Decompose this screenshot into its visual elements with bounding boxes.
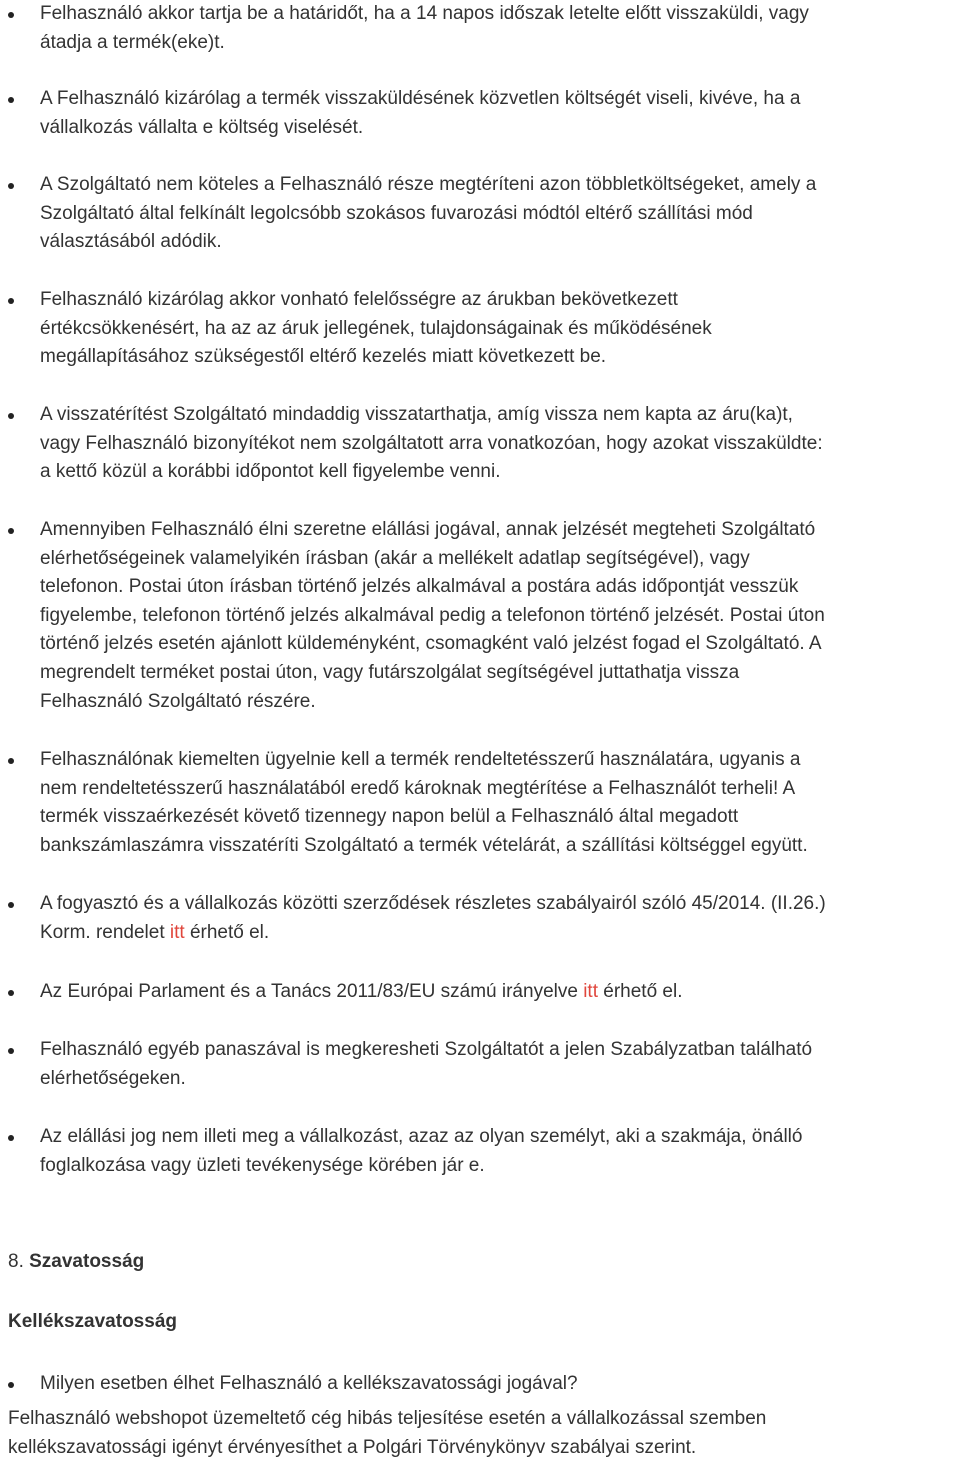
list-item [40,286,960,372]
list-item-line: Felhasználó akkor tartja be a határidőt, ha a 14 napos időszak letelte előtt visszaküldi, vagy [40,3,809,24]
decree-link[interactable]: itt [169,921,185,943]
list-item-question [40,1370,960,1399]
list-item-line: megállapításához szükségestől eltérő kezelés miatt következett be. [40,346,607,368]
list-item-line: Az elállási jog nem illeti meg a vállalkozást, azaz az olyan személyt, aki a szakmája, önálló [40,1126,803,1147]
list-item-line [40,919,960,948]
list-item-line: a kettő közül a korábbi időpontot kell figyelembe venni. [40,461,501,483]
list-item-line: elérhetőségeinek valamelyikén írásban (akár a mellékelt adatlap segítségével), vagy [40,547,750,569]
list-item-line: foglalkozása vagy üzleti tevékenysége körében jár e. [40,1154,485,1176]
bullet-icon [8,1382,14,1388]
list-item [40,516,960,716]
list-item-line: Felhasználó kizárólag akkor vonható felelősségre az árukban bekövetkezett [40,289,678,310]
bullet-icon [8,528,14,534]
directive-text-after: érhető el. [597,981,683,1002]
list-item-line: megrendelt terméket postai úton, vagy futárszolgálat segítségével juttathatja vissza [40,661,740,683]
list-item-line: választásából adódik. [40,231,222,253]
list-item-line: termék visszaérkezését követő tizennegy napon belül a Felhasználó által megadott [40,806,739,828]
decree-text-after: érhető el. [184,921,270,943]
list-item-line: vállalkozás vállalta e költség viselését. [40,116,364,138]
bullet-icon [8,97,14,103]
paragraph-line: Felhasználó webshopot üzemeltető cég hibás teljesítése esetén a vállalkozással szemben [8,1408,767,1429]
bullet-icon [8,12,14,18]
bullet-icon [8,183,14,189]
list-item-line: A Felhasználó kizárólag a termék visszaküldésének közvetlen költségét viseli, kivéve, ha a [40,88,801,109]
directive-text-before: Az Európai Parlament és a Tanács 2011/83/EU számú irányelve [40,981,584,1002]
bullet-icon [8,413,14,419]
list-item-line: Felhasználónak kiemelten ügyelnie kell a termék rendeltetésszerű használatára, ugyanis a [40,749,801,770]
list-item-line: bankszámlaszámra visszatéríti Szolgáltató a termék vételárát, a szállítási költséggel együtt. [40,834,808,856]
list-item [40,1036,960,1093]
list-item [40,0,960,57]
list-item-line: elérhetőségeken. [40,1067,186,1089]
list-item-line: Felhasználó egyéb panaszával is megkeresheti Szolgáltatót a jelen Szabályzatban található [40,1039,813,1060]
list-item-line: Felhasználó Szolgáltató részére. [40,690,316,712]
list-item-line [40,978,960,1007]
list-item-line: nem rendeltetésszerű használatából eredő károknak megtérítése a Felhasználót terheli! A [40,777,796,799]
list-item-line: telefonon. Postai úton írásban történő jelzés alkalmával a postára adás időpontját vesszük [40,576,799,598]
list-item-line: történő jelzés esetén ajánlott küldeményként, csomagként való jelzést fogad el Szolgáltató. A [40,633,822,655]
answer-paragraph [8,1405,958,1462]
list-item-line: A visszatérítést Szolgáltató mindaddig visszatarthatja, amíg vissza nem kapta az áru(ka)t, [40,404,793,425]
list-item-line: figyelembe, telefonon történő jelzés alkalmával pedig a telefonon történő jelzését. Postai úton [40,604,825,626]
list-item-decree [40,890,960,947]
list-item [40,85,960,142]
list-item [40,1123,960,1180]
section-title: Szavatosság [29,1251,145,1272]
section-number: 8. [8,1251,30,1272]
bullet-icon [8,1048,14,1054]
list-item [40,746,960,860]
list-item-directive [40,978,960,1007]
bullet-icon [8,990,14,996]
list-item-line: A Szolgáltató nem köteles a Felhasználó része megtéríteni azon többletköltségeket, amely a [40,174,817,195]
bullet-icon [8,1135,14,1141]
bullet-icon [8,758,14,764]
list-item [40,171,960,257]
list-item-line: Szolgáltató által felkínált legolcsóbb szokásos fuvarozási módtól eltérő szállítási mód [40,202,753,224]
list-item-line: vagy Felhasználó bizonyítékot nem szolgáltatott arra vonatkozóan, hogy azokat visszaküldte: [40,432,823,454]
list-item-line: Amennyiben Felhasználó élni szeretne elállási jogával, annak jelzését megteheti Szolgáltató [40,519,816,540]
paragraph-line: kellékszavatossági igényt érvényesíthet a Polgári Törvénykönyv szabályai szerint. [8,1436,697,1458]
subsection-heading: Kellékszavatosság [8,1311,177,1332]
list-item-line: átadja a termék(eke)t. [40,31,225,53]
bullet-icon [8,298,14,304]
section-heading [8,1248,144,1277]
list-item-line: értékcsökkenésért, ha az az áruk jellegének, tulajdonságainak és működésének [40,317,712,339]
decree-text-before: Korm. rendelet [40,921,170,943]
question-text: Milyen esetben élhet Felhasználó a kellékszavatossági jogával? [40,1373,578,1394]
list-item [40,401,960,487]
list-item-line: A fogyasztó és a vállalkozás közötti szerződések részletes szabályairól szóló 45/2014. (II.26.) [40,893,826,914]
bullet-icon [8,902,14,908]
directive-link[interactable]: itt [583,981,598,1002]
